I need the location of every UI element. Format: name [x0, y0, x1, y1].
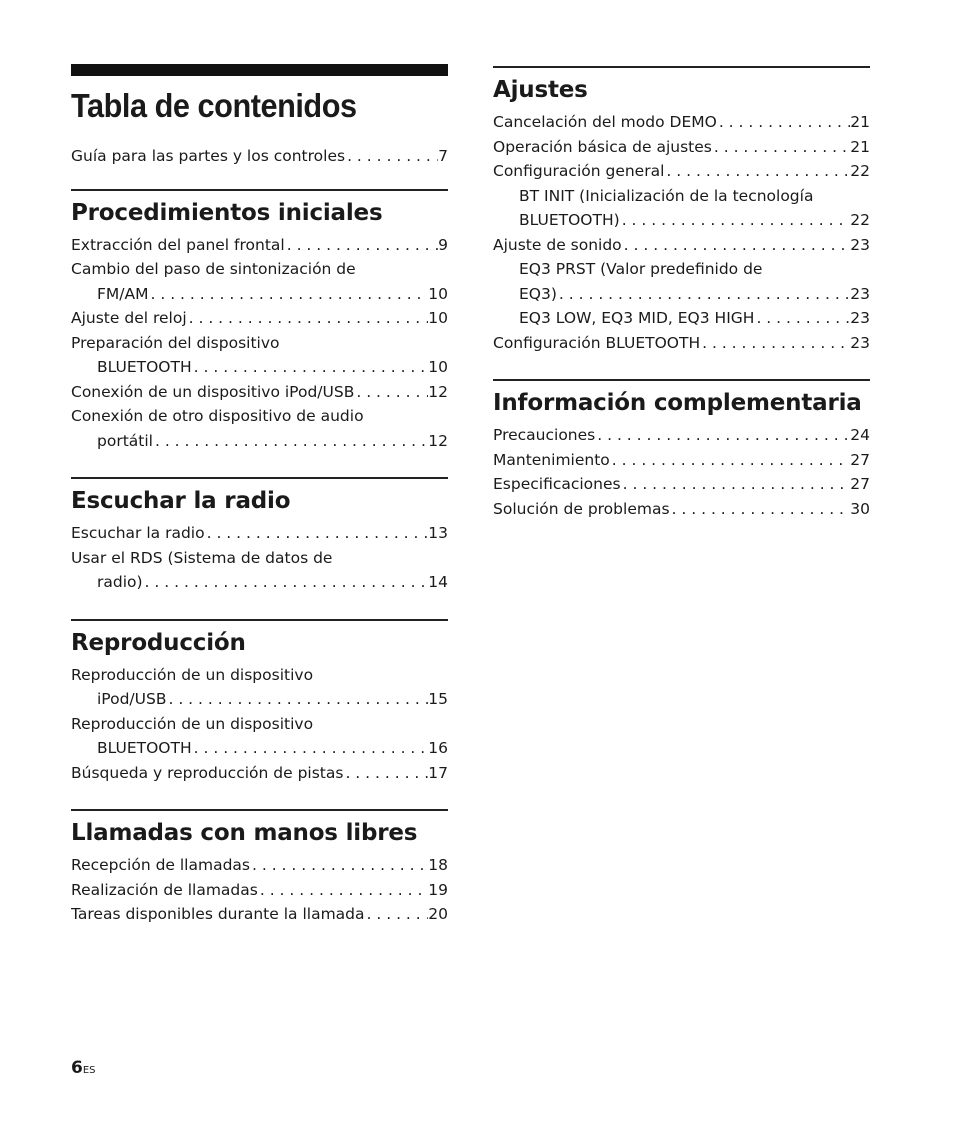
section-title: Llamadas con manos libres [71, 820, 418, 846]
toc-entry-text: Especificaciones [493, 475, 621, 493]
page-number-value: 6 [71, 1058, 83, 1078]
toc-line [71, 429, 448, 454]
toc-entry[interactable] [71, 404, 448, 453]
toc-entry-text: portátil [97, 431, 153, 450]
toc-page-number: 9 [438, 235, 448, 254]
toc-line [519, 208, 870, 233]
toc-entry[interactable] [493, 423, 870, 448]
toc-line [493, 423, 870, 448]
toc-page-number: 23 [850, 333, 870, 352]
toc-line [493, 135, 870, 160]
toc-entry-text: Solución de problemas [493, 499, 670, 518]
toc-page-number: 16 [428, 739, 448, 757]
toc-entry-text: Ajuste del reloj [71, 309, 187, 327]
toc-entry-text: Mantenimiento [493, 450, 610, 469]
toc-entry-text: BLUETOOTH [97, 739, 192, 757]
toc-page-number: 27 [850, 475, 870, 493]
toc-line [493, 331, 870, 356]
toc-entry-text: Configuración general [493, 162, 665, 180]
dot-leader [700, 331, 850, 356]
toc-line [519, 282, 870, 307]
toc-entry[interactable] [493, 448, 870, 473]
toc-page-number: 10 [428, 284, 448, 303]
toc-line [71, 233, 448, 258]
toc-entry-text: Extracción del panel frontal [71, 235, 285, 254]
left-column [71, 64, 448, 951]
toc-entry-text: Realización de llamadas [71, 880, 258, 899]
toc-entry[interactable] [71, 380, 448, 405]
toc-entry[interactable] [493, 184, 870, 233]
toc-entry[interactable] [493, 257, 870, 306]
toc-line [71, 853, 448, 878]
dot-leader [365, 902, 429, 927]
dot-leader [258, 878, 428, 903]
dot-leader [712, 135, 850, 160]
toc-entry[interactable] [71, 521, 448, 546]
toc-entry-text: EQ3) [519, 284, 557, 303]
toc-line [71, 736, 448, 761]
dot-leader [670, 497, 851, 522]
toc-line [493, 233, 870, 258]
dot-leader [621, 472, 851, 497]
section-title: Escuchar la radio [71, 488, 291, 514]
section-rule [71, 809, 448, 811]
toc-entry-text: FM/AM [97, 284, 149, 303]
toc-page-number: 23 [850, 309, 870, 327]
toc-page-number: 22 [850, 162, 870, 180]
toc-page-number: 30 [850, 499, 870, 518]
dot-leader [343, 761, 428, 786]
toc-entry-text: EQ3 PRST (Valor predefinido de [519, 260, 763, 278]
toc-entry-text: Conexión de un dispositivo iPod/USB [71, 382, 355, 401]
toc-line [71, 355, 448, 380]
dot-leader [610, 448, 851, 473]
toc-entry[interactable] [71, 257, 448, 306]
toc-entry[interactable] [71, 853, 448, 878]
toc-line [71, 761, 448, 786]
toc-section [493, 66, 870, 355]
section-rule [71, 477, 448, 479]
toc-line [71, 306, 448, 331]
dot-leader [664, 159, 850, 184]
toc-line [71, 878, 448, 903]
toc-entry-text: radio) [97, 573, 143, 591]
toc-entry-text: Usar el RDS (Sistema de datos de [71, 548, 333, 567]
right-sections [493, 66, 870, 521]
toc-page-number: 21 [850, 113, 870, 131]
dot-leader [192, 736, 429, 761]
toc-entry-text: Precauciones [493, 426, 596, 444]
toc-entry-text: Escuchar la radio [71, 524, 205, 542]
toc-entry-text: Ajuste de sonido [493, 235, 622, 254]
toc-section [71, 809, 448, 927]
toc-entry-text: Reproducción de un dispositivo [71, 714, 314, 733]
toc-section [493, 379, 870, 521]
toc-line [71, 902, 448, 927]
title-bar [71, 64, 448, 76]
page-number [71, 1058, 96, 1078]
dot-leader [717, 110, 850, 135]
section-title: Información complementaria [493, 390, 862, 416]
toc-entry[interactable] [71, 902, 448, 927]
toc-entry[interactable] [71, 761, 448, 786]
dot-leader [354, 380, 428, 405]
toc-entry[interactable] [493, 159, 870, 184]
toc-entry[interactable] [493, 135, 870, 160]
section-rule [71, 189, 448, 191]
toc-page-number: 21 [850, 137, 870, 156]
section-rule [71, 619, 448, 621]
toc-line [493, 159, 870, 184]
dot-leader [285, 233, 438, 258]
toc-entry-text: Cambio del paso de sintonización de [71, 260, 356, 278]
toc-page-number: 22 [850, 211, 870, 229]
toc-page-number: 18 [428, 856, 448, 874]
toc-line [71, 521, 448, 546]
toc-page-number: 7 [438, 147, 448, 165]
toc-entry[interactable] [493, 331, 870, 356]
toc-entry-text: BLUETOOTH) [519, 211, 620, 229]
dot-leader [595, 423, 850, 448]
toc-page-number: 12 [428, 431, 448, 450]
toc-entry[interactable] [493, 306, 870, 331]
dot-leader [250, 853, 428, 878]
dot-leader [620, 208, 851, 233]
toc-entry[interactable] [71, 712, 448, 761]
dot-leader [149, 282, 429, 307]
dot-leader [557, 282, 850, 307]
toc-page-number: 12 [428, 382, 448, 401]
toc-entry-text: Recepción de llamadas [71, 856, 250, 874]
toc-page-number: 13 [428, 524, 448, 542]
toc-entry-text: BLUETOOTH [97, 358, 192, 376]
toc-page-number: 14 [428, 573, 448, 591]
language-code: ES [82, 1065, 96, 1076]
toc-page-number: 20 [428, 905, 448, 923]
toc-entry[interactable] [71, 878, 448, 903]
toc-entry[interactable] [71, 306, 448, 331]
dot-leader [192, 355, 429, 380]
section-rule [493, 66, 870, 68]
right-column [493, 66, 870, 545]
toc-line [71, 380, 448, 405]
toc-line [493, 448, 870, 473]
toc-line [493, 110, 870, 135]
toc-entry-text: Conexión de otro dispositivo de audio [71, 407, 364, 425]
section-title: Procedimientos iniciales [71, 199, 383, 226]
dot-leader [622, 233, 851, 258]
left-sections [71, 189, 448, 927]
toc-page-number: 10 [428, 358, 448, 376]
toc-page-number: 15 [428, 690, 448, 708]
toc-line [493, 472, 870, 497]
toc-entry-text: EQ3 LOW, EQ3 MID, EQ3 HIGH [519, 309, 755, 327]
toc-entry-text: BT INIT (Inicialización de la tecnología [519, 186, 814, 205]
toc-line [519, 306, 870, 331]
toc-entry-text: Configuración BLUETOOTH [493, 333, 701, 352]
toc-entry[interactable] [493, 472, 870, 497]
toc-entry[interactable] [71, 233, 448, 258]
toc-entry[interactable] [493, 110, 870, 135]
toc-entry[interactable] [493, 497, 870, 522]
toc-entry-text: Operación básica de ajustes [493, 137, 712, 156]
toc-entry[interactable] [71, 546, 448, 595]
dot-leader [187, 306, 429, 331]
page-title: Tabla de contenidos [71, 87, 357, 124]
toc-entry[interactable] [71, 663, 448, 712]
toc-page-number: 23 [850, 235, 870, 254]
toc-page-number: 23 [850, 284, 870, 303]
dot-leader [153, 429, 428, 454]
toc-page-number: 19 [428, 880, 448, 899]
toc-section [71, 477, 448, 595]
toc-line [71, 144, 448, 169]
toc-line [493, 497, 870, 522]
toc-section [71, 619, 448, 786]
toc-line [71, 282, 448, 307]
section-title: Ajustes [493, 77, 588, 103]
toc-entry-text: Preparación del dispositivo [71, 333, 280, 352]
dot-leader [345, 144, 438, 169]
toc-entry-text: Guía para las partes y los controles [71, 147, 346, 165]
section-title: Reproducción [71, 629, 246, 656]
toc-page-number: 10 [428, 309, 448, 327]
toc-entry-text: Búsqueda y reproducción de pistas [71, 763, 344, 782]
toc-line [71, 570, 448, 595]
toc-entry[interactable] [493, 233, 870, 258]
dot-leader [143, 570, 429, 595]
toc-entry-text: Reproducción de un dispositivo [71, 665, 314, 684]
toc-entry-text: Tareas disponibles durante la llamada [71, 905, 365, 923]
toc-entry-intro[interactable] [71, 144, 448, 169]
toc-page-number: 24 [850, 426, 870, 444]
section-rule [493, 379, 870, 381]
toc-line [71, 687, 448, 712]
toc-entry-text: Cancelación del modo DEMO [493, 113, 717, 131]
dot-leader [205, 521, 429, 546]
toc-entry-text: iPod/USB [97, 690, 167, 708]
toc-page-number: 27 [850, 450, 870, 469]
toc-page-number: 17 [428, 763, 448, 782]
toc-entry[interactable] [71, 331, 448, 380]
dot-leader [754, 306, 850, 331]
toc-section [71, 189, 448, 454]
dot-leader [166, 687, 428, 712]
